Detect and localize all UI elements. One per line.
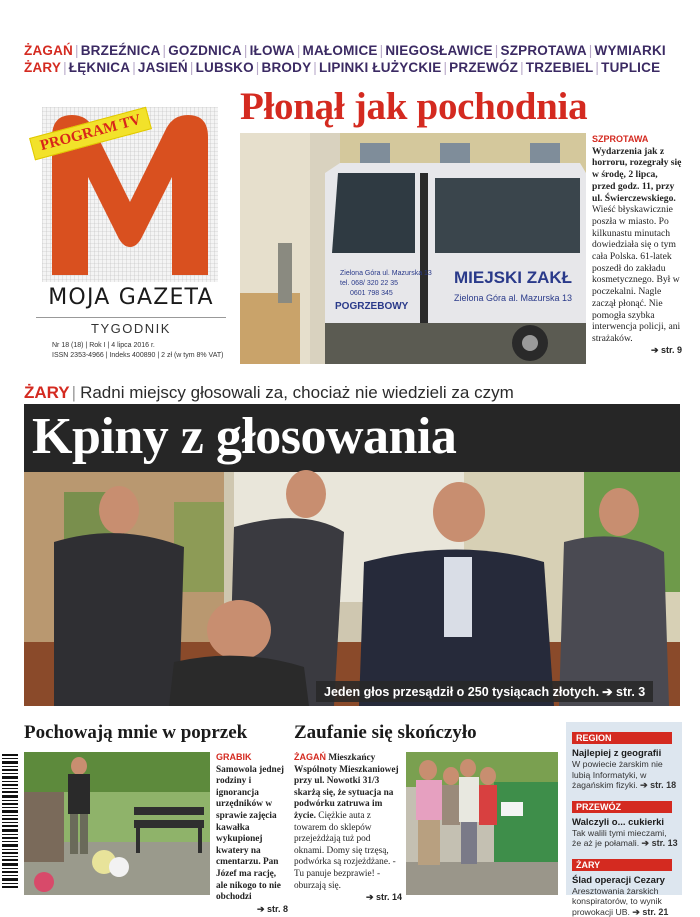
town-link[interactable]: JASIEŃ xyxy=(138,60,188,75)
story-2-headline[interactable]: Zaufanie się skończyło xyxy=(294,722,556,744)
sidebar-item-text: Tak walili tymi mieczami, że aż je połamali. xyxy=(572,828,667,849)
main-photo[interactable] xyxy=(24,472,680,706)
main-place-label: ŻARY xyxy=(24,383,70,402)
sidebar-item-label: PRZEWÓZ xyxy=(572,801,672,813)
van-mobile: 0601 798 345 xyxy=(350,290,393,297)
town-link[interactable]: IŁOWA xyxy=(250,43,295,58)
sidebar-item[interactable] xyxy=(572,855,678,917)
town-list-row-2: ŻARY | ŁĘKNICA | JASIEŃ | LUBSKO | BRODY | LIPINKI ŁUŻYCKIE | PRZEWÓZ | TRZEBIEL | TUPLICE xyxy=(24,60,684,75)
sidebar-item-label: ŻARY xyxy=(572,859,672,871)
barcode xyxy=(0,752,20,892)
town-link[interactable]: ŻAGAŃ xyxy=(24,43,73,58)
town-list-row-1: ŻAGAŃ | BRZEŹNICA | GOZDNICA | IŁOWA | MAŁOMICE | NIEGOSŁAWICE | SZPROTAWA | WYMIARKI xyxy=(24,43,684,58)
town-link[interactable]: TRZEBIEL xyxy=(526,60,594,75)
town-link[interactable]: BRODY xyxy=(262,60,312,75)
van-phone: tel. 068/ 320 22 35 xyxy=(340,280,398,287)
story-1-more-link[interactable]: ➔ str. 8 xyxy=(216,904,288,916)
sidebar-item-title: Walczyli o... cukierki xyxy=(572,817,678,828)
sidebar-item-more-link[interactable]: ➔ str. 21 xyxy=(632,907,668,917)
town-link[interactable]: TUPLICE xyxy=(601,60,660,75)
sidebar-item-text: W powiecie żarskim nie lubią Informatyki, w żagańskim fizyki. xyxy=(572,759,663,790)
van-pogrzebowy: POGRZEBOWY xyxy=(335,301,409,312)
main-kicker-text: Radni miejscy głosowali za, chociaż nie wiedzieli za czym xyxy=(80,383,514,402)
main-headline-bar xyxy=(24,404,680,472)
news-sidebar xyxy=(566,722,682,895)
main-caption-text: Jeden głos przesądził o 250 tysiącach złotych. xyxy=(324,685,599,699)
town-link[interactable]: MAŁOMICE xyxy=(303,43,378,58)
lead-more-link[interactable]: ➔ str. 9 xyxy=(592,345,682,357)
story-1-headline[interactable]: Pochowają mnie w poprzek xyxy=(24,722,286,744)
masthead-title: MOJA GAZETA xyxy=(36,285,226,310)
van-company: MIEJSKI ZAKŁ xyxy=(454,268,572,287)
main-kicker: ŻARY | Radni miejscy głosowali za, chociaż nie wiedzieli za czym xyxy=(24,383,680,403)
program-tv-badge: PROGRAM TV xyxy=(29,107,152,161)
lead-sidebar-text xyxy=(592,134,682,356)
lead-place-label: SZPROTAWA xyxy=(592,134,682,146)
story-2-body: Ciężkie auta z towarem do sklepów przejeżdżają tuż pod oknami. Domy się trzęsą, podwórka są rozjeżdżane. - Tu panuje bezprawie! - oburzają się. xyxy=(294,811,396,891)
van-address: Zielona Góra ul. Mazurska 13 xyxy=(340,270,432,277)
story-2-lede: Mieszkańcy Wspólnoty Mieszkaniowej przy ul. Nowotki 31/3 skarżą się, że sytuacja na podwórku zatruwa im życie. xyxy=(294,753,399,821)
town-link[interactable]: LIPINKI ŁUŻYCKIE xyxy=(319,60,441,75)
lead-headline[interactable]: Płonął jak pochodnia xyxy=(240,84,680,129)
issn-line: ISSN 2353-4966 | Indeks 400890 | 2 zł (w tym 8% VAT) xyxy=(52,352,223,359)
sidebar-item-more-link[interactable]: ➔ str. 13 xyxy=(642,838,678,848)
town-link[interactable]: WYMIARKI xyxy=(595,43,666,58)
town-link[interactable]: ŁĘKNICA xyxy=(69,60,130,75)
town-link[interactable]: SZPROTAWA xyxy=(500,43,586,58)
story-2-photo[interactable] xyxy=(406,752,558,895)
story-1-body: Samowola jednej rodziny i ignorancja urzędników w sprawie zajęcia kawałka wykupionej kwatery na cmentarzu. Pan Józef ma rację, ale nikogo to nie obchodzi xyxy=(216,765,284,903)
story-2-text xyxy=(294,752,402,904)
sidebar-item-title: Najlepiej z geografii xyxy=(572,748,678,759)
masthead-subtitle: TYGODNIK xyxy=(36,317,226,336)
sidebar-item-title: Ślad operacji Cezary xyxy=(572,875,678,886)
story-1-place-label: GRABIK xyxy=(216,752,252,762)
sidebar-item[interactable] xyxy=(572,728,678,791)
town-link[interactable]: LUBSKO xyxy=(196,60,254,75)
masthead xyxy=(24,95,232,365)
sidebar-item-text: Aresztowania żarskich konspiratorów, to wynik prowokacji UB. xyxy=(572,886,662,917)
main-more-link[interactable]: ➔ str. 3 xyxy=(602,685,645,699)
lead-photo[interactable] xyxy=(240,133,586,364)
town-link[interactable]: GOZDNICA xyxy=(168,43,242,58)
main-photo-caption[interactable] xyxy=(316,681,653,702)
lead-lede: Wydarzenia jak z horroru, rozegrały się w środę, 2 lipca, przed godz. 11, przy ul. Świerczewskiego. xyxy=(592,146,681,204)
van-company-address: Zielona Góra al. Mazurska 13 xyxy=(454,293,572,303)
issue-line: Nr 18 (18) | Rok I | 4 lipca 2016 r. xyxy=(52,342,155,349)
story-2-place-label: ŻAGAŃ xyxy=(294,752,326,762)
sidebar-item[interactable] xyxy=(572,797,678,849)
town-link[interactable]: PRZEWÓZ xyxy=(449,60,518,75)
sidebar-item-label: REGION xyxy=(572,732,672,744)
story-2-more-link[interactable]: ➔ str. 14 xyxy=(294,892,402,904)
sidebar-item-more-link[interactable]: ➔ str. 18 xyxy=(640,780,676,790)
story-1-photo[interactable] xyxy=(24,752,210,895)
story-1-text xyxy=(216,752,288,915)
town-link[interactable]: BRZEŹNICA xyxy=(81,43,161,58)
lead-body: Wieść błyskawicznie poszła w miasto. Po kilkunastu minutach dowiedziała się o tym cała Polska. 61-latek poszedł do zakładu kosmetycznego. Był w poczekalni. Nagle zaczął płonąć. Nie pomogła szybka interwencja policji, ani strażaków. xyxy=(592,204,680,344)
town-link[interactable]: ŻARY xyxy=(24,60,61,75)
main-headline[interactable]: Kpiny z głosowania xyxy=(32,407,456,466)
town-link[interactable]: NIEGOSŁAWICE xyxy=(385,43,492,58)
